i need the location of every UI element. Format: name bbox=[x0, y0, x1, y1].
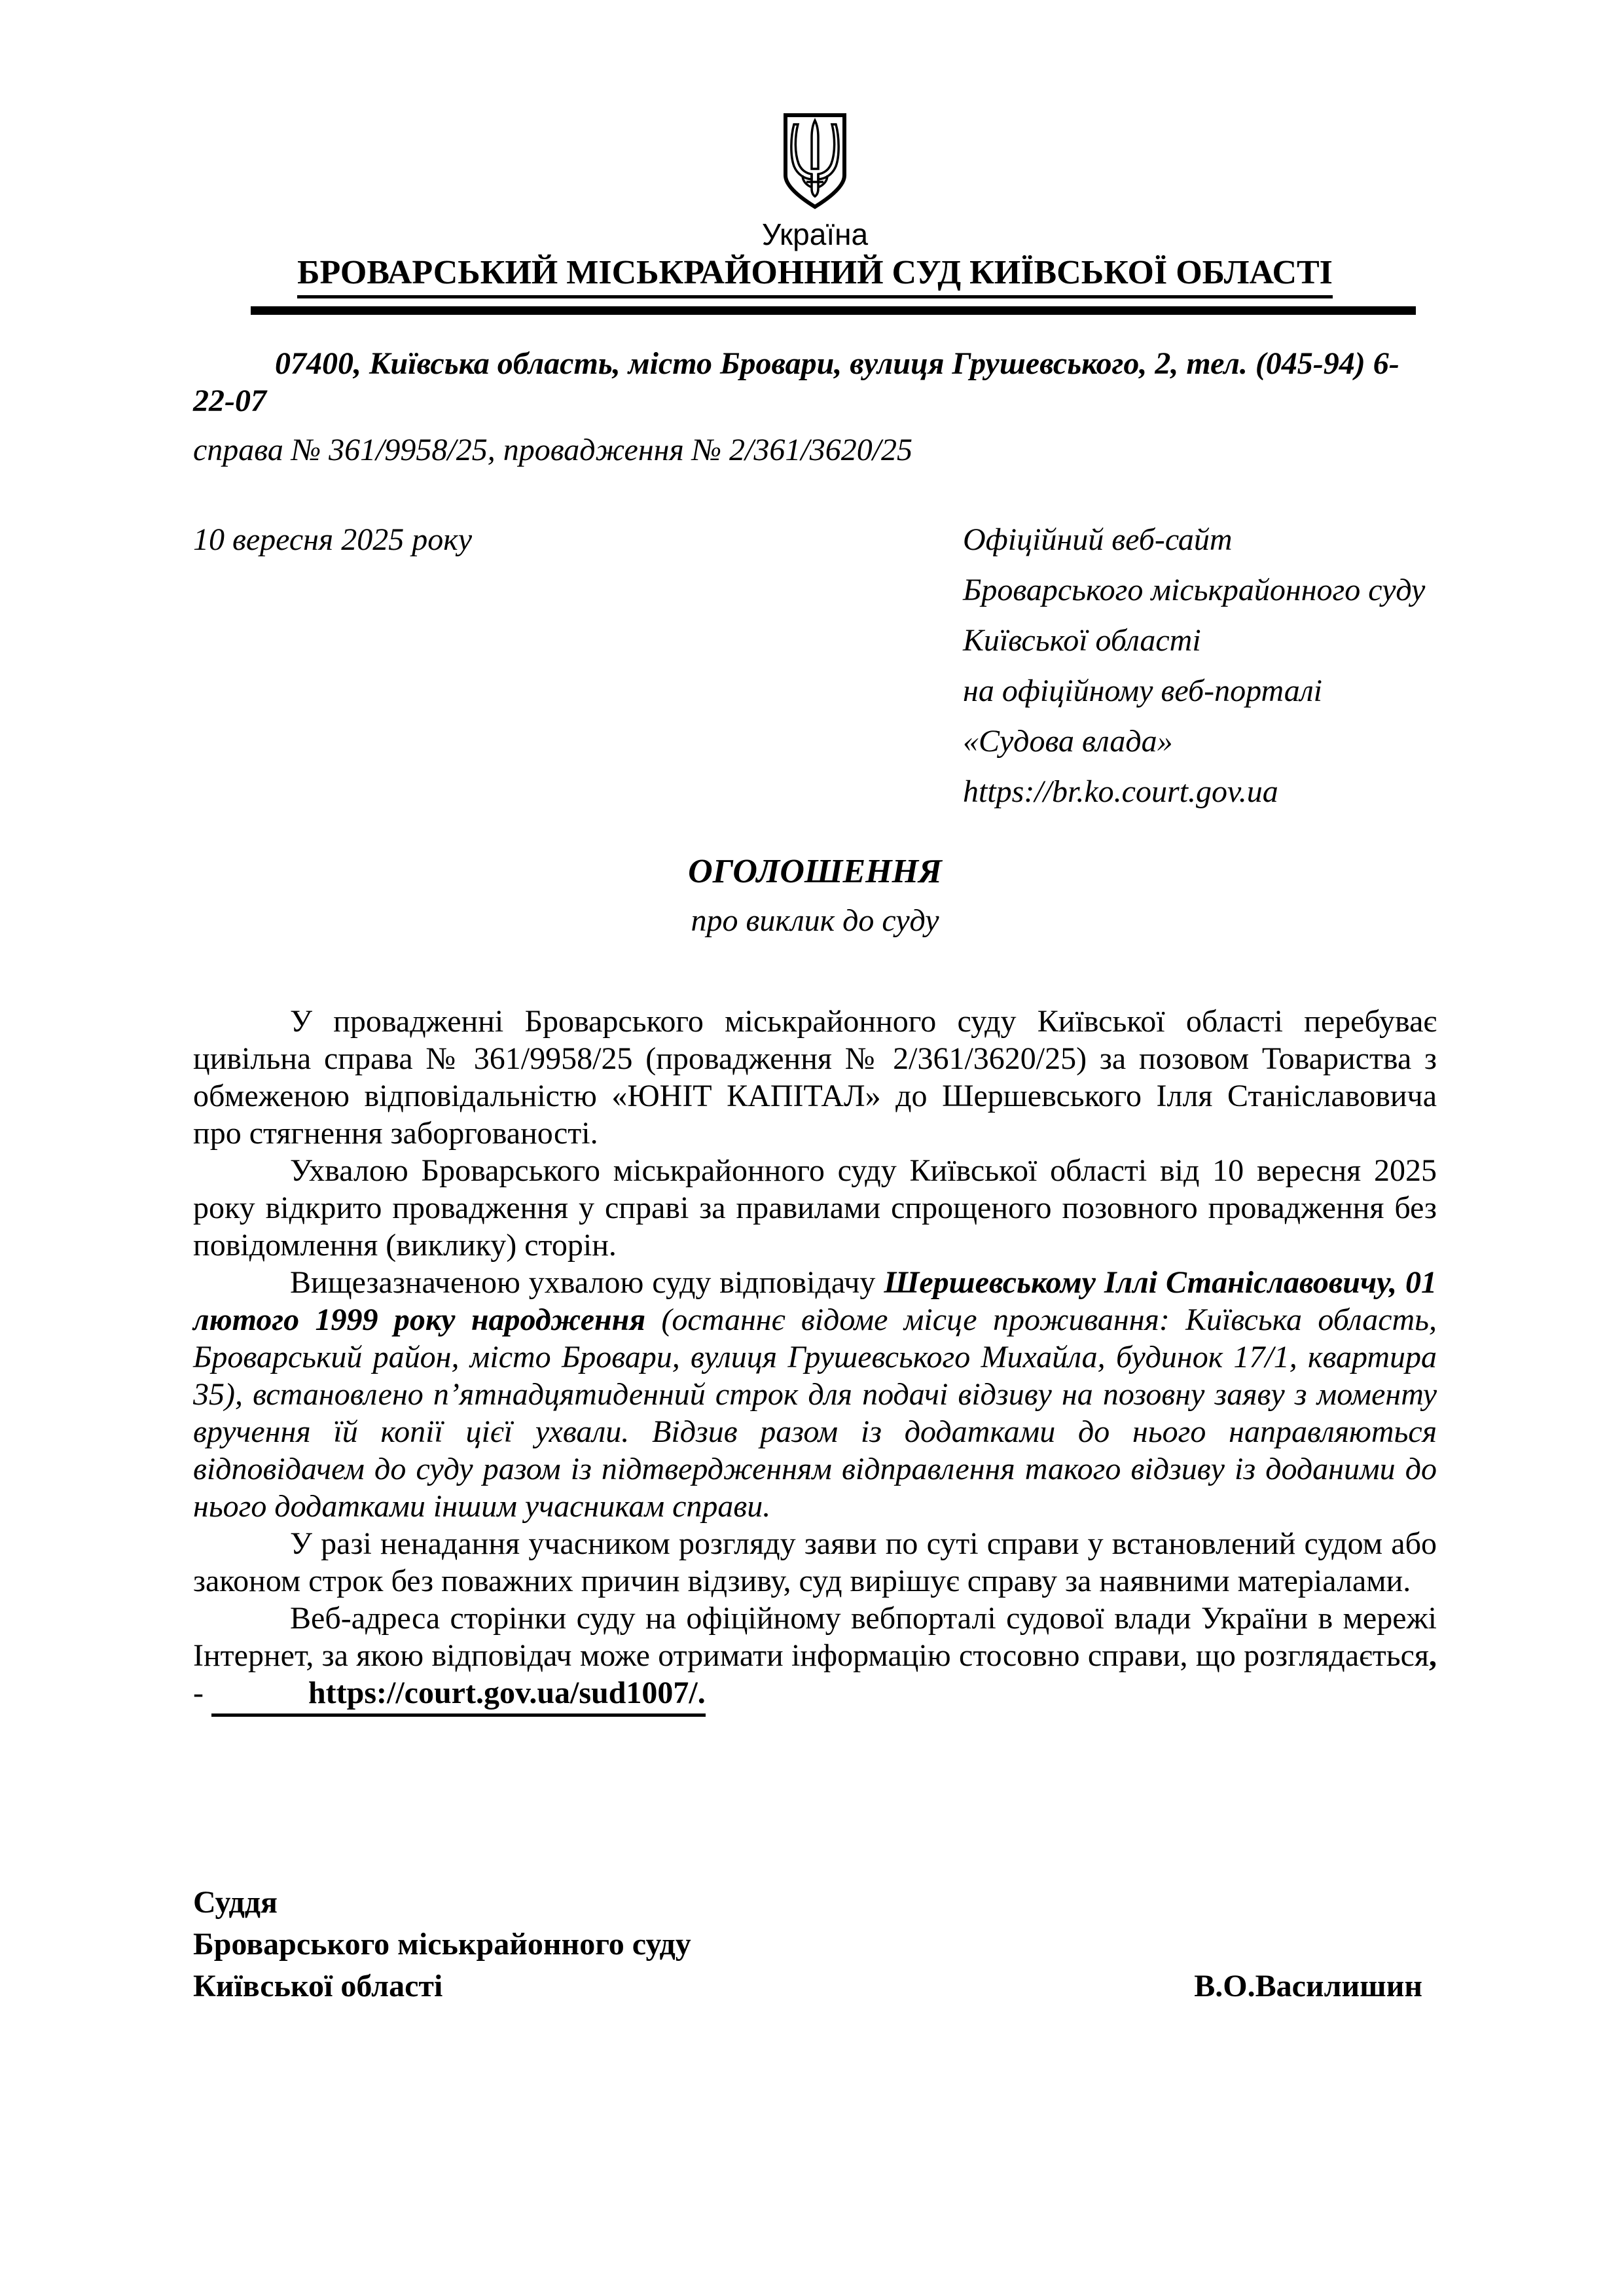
country-label: Україна bbox=[761, 217, 869, 251]
court-page-url-link[interactable]: https://court.gov.ua/sud1007/. bbox=[211, 1674, 706, 1717]
web-reference-line: Броварського міськрайонного суду bbox=[963, 573, 1426, 607]
ukraine-trident-emblem-icon bbox=[780, 113, 850, 211]
judge-name: В.О.Василишин bbox=[1194, 1969, 1422, 2003]
signature-block bbox=[193, 1882, 1437, 2007]
paragraph-ruling: Ухвалою Броварського міськрайонного суду Київської області від 10 вересня 2025 року відкрито провадження у справі за правилами спрощеного позовного провадження без повідомлення (виклику) сторін. bbox=[193, 1153, 1437, 1263]
web-reference-line: Офіційний веб-сайт bbox=[963, 522, 1233, 557]
paragraph-web-address bbox=[193, 1600, 1437, 1717]
web-address-comma: , bbox=[1429, 1638, 1437, 1673]
court-contact-line: 07400, Київська область, місто Бровари, вулиця Грушевського, 2, тел. (045-94) 6-22-07 bbox=[193, 346, 1399, 418]
judge-region-line: Київської області bbox=[193, 1969, 443, 2003]
paragraph-case-summary: У провадженні Броварського міськрайонного суду Київської області перебуває цивільна справа № 361/9958/25 (провадження № 2/361/3620/25) за позовом Товариства з обмеженою відповідальністю «ЮНІТ КАПІТАЛ» до Шершевського Ілля Станіславовича про стягнення заборгованості. bbox=[193, 1004, 1437, 1151]
respondent-notice-details: (останнє відоме місце проживання: Київська область, Броварський район, місто Бровари, вулиця Грушевського Михайла, будинок 17/1, квартира 35), встановлено п’ятнадцятиденний строк для подачі відзиву на позовну заяву з моменту вручення їй копії цієї ухвали. Відзив разом із додатками до нього направляються відповідачем до суду разом із підтвердженням відправлення такого відзиву із доданими до нього додатками іншим учасникам справи. bbox=[193, 1302, 1437, 1524]
date-and-web-reference-row bbox=[193, 514, 1437, 817]
respondent-name-and-birthdate: Шершевському Іллі Станіславовичу, 01 лютого 1999 року народження bbox=[193, 1265, 1437, 1337]
web-reference-line: «Судова влада» bbox=[963, 724, 1173, 759]
court-name-text: БРОВАРСЬКИЙ МІСЬКРАЙОННИЙ СУД КИЇВСЬКОЇ ОБЛАСТІ bbox=[297, 255, 1333, 298]
web-reference-line: Київської області bbox=[963, 623, 1201, 658]
web-reference-block bbox=[963, 514, 1437, 817]
judge-region-and-name-row bbox=[193, 1965, 1437, 2007]
document-header-emblem bbox=[193, 113, 1437, 214]
judge-role-line: Суддя bbox=[193, 1885, 278, 1920]
announcement-title: ОГОЛОШЕННЯ bbox=[688, 853, 942, 890]
document-date: 10 вересня 2025 року bbox=[193, 522, 472, 557]
court-website-url: https://br.ko.court.gov.ua bbox=[963, 774, 1278, 809]
web-address-lead: Веб-адреса сторінки суду на офіційному вебпорталі судової влади України в мережі Інтернет, за якою відповідач може отримати інформацію стосовно справи, що розглядається bbox=[193, 1601, 1437, 1673]
court-name-heading bbox=[193, 255, 1437, 298]
announcement-subtitle: про виклик до суду bbox=[691, 903, 939, 938]
case-number-line: справа № 361/9958/25, провадження № 2/361/3620/25 bbox=[193, 433, 913, 467]
header-divider-rule bbox=[251, 306, 1416, 315]
web-address-dash: - bbox=[193, 1676, 204, 1710]
paragraph-default-consequences: У разі ненадання учасником розгляду заяви по суті справи у встановлений судом або законом строк без поважних причин відзиву, суд вирішує справу за наявними матеріалами. bbox=[193, 1526, 1437, 1598]
judge-court-line: Броварського міськрайонного суду bbox=[193, 1927, 691, 1962]
respondent-notice-lead: Вищезазначеною ухвалою суду відповідачу bbox=[290, 1265, 876, 1300]
paragraph-respondent-notice bbox=[193, 1264, 1437, 1525]
announcement-body bbox=[193, 1003, 1437, 1717]
web-reference-line: на офіційному веб-порталі bbox=[963, 673, 1322, 708]
